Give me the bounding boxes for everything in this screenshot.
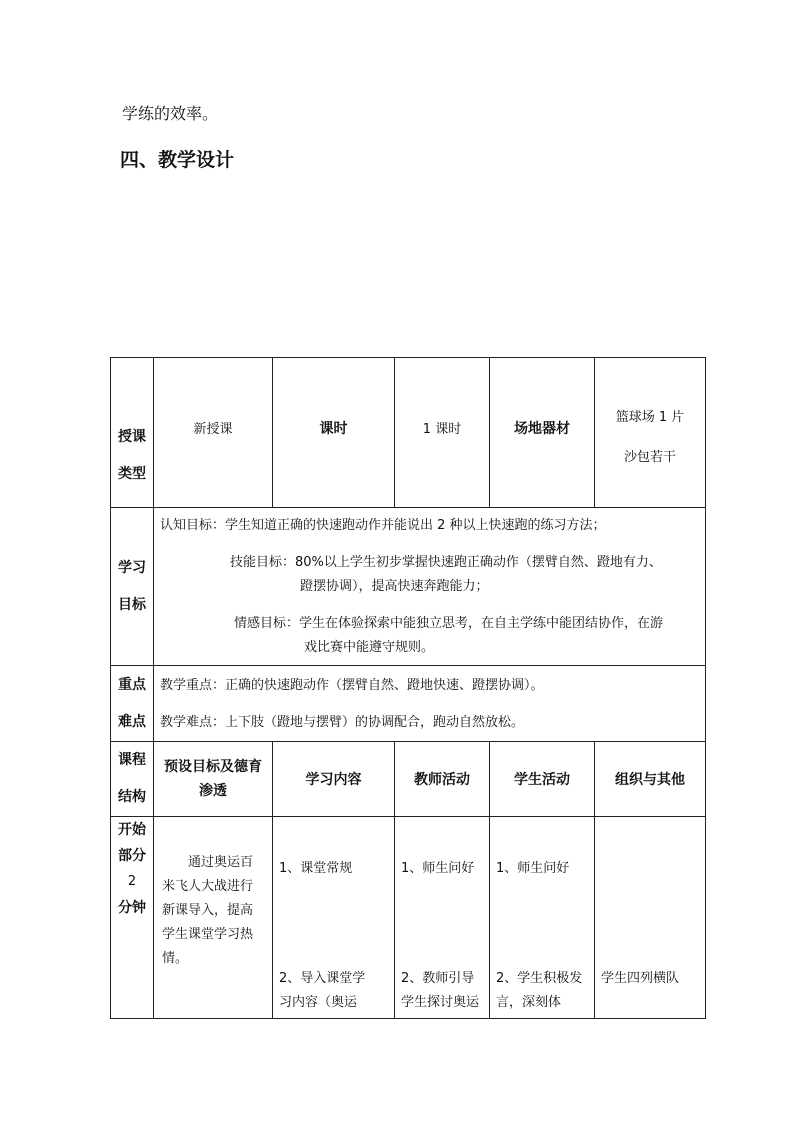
- opening-goal-content: 通过奥运百 米飞人大战进行 新课导入，提高 学生课堂学习热 情。: [154, 817, 273, 1019]
- intro-tail-text: 学练的效率。: [122, 104, 219, 123]
- opening-part-label: 开始 部分 2 分钟: [111, 817, 154, 1019]
- cognitive-goal: 认知目标：学生知道正确的快速跑动作并能说出 2 种以上快速跑的练习方法；: [160, 518, 606, 533]
- course-type-value: 新授课: [154, 358, 273, 508]
- lesson-plan-table: [110, 357, 706, 1019]
- opening-student-activity: 1、师生问好 2、学生积极发 言，深刻体: [490, 817, 595, 1019]
- hours-value: 1 课时: [395, 358, 490, 508]
- venue-value: [595, 358, 706, 508]
- key-difficulty-content: [154, 666, 706, 742]
- key-difficulty-label: 重点 难点: [111, 666, 154, 742]
- header-student-activity: 学生活动: [490, 742, 595, 817]
- header-goal-moral: 预设目标及德育 渗透: [154, 742, 273, 817]
- learning-goals-content: [154, 508, 706, 666]
- row-learning-goals: [111, 508, 706, 666]
- structure-label: 课程 结构: [111, 742, 154, 817]
- opening-learning-content: 1、课堂常规 2、导入课堂学 习内容（奥运: [273, 817, 395, 1019]
- learning-goals-label: 学习 目标: [111, 508, 154, 666]
- course-type-label: 授课 类型: [111, 358, 154, 508]
- affective-goal: 情感目标：学生在体验探索中能独立思考，在自主学练中能团结协作，在游 戏比赛中能遵守规则。: [234, 616, 664, 655]
- header-organization: 组织与其他: [595, 742, 706, 817]
- key-point-text: 教学重点：正确的快速跑动作（摆臂自然、蹬地快速、蹬摆协调）。: [160, 677, 544, 693]
- opening-organization: 学生四列横队: [595, 817, 706, 1019]
- hours-label: 课时: [273, 358, 395, 508]
- row-opening-part: [111, 817, 706, 1019]
- row-key-difficulty: [111, 666, 706, 742]
- venue-label: 场地器材: [490, 358, 595, 508]
- header-teacher-activity: 教师活动: [395, 742, 490, 817]
- row-course-type: [111, 358, 706, 508]
- venue-line-2: 沙包若干: [623, 450, 676, 465]
- section-heading: 四、教学设计: [120, 149, 235, 171]
- difficulty-text: 教学难点：上下肢（蹬地与摆臂）的协调配合，跑动自然放松。: [160, 714, 525, 730]
- skill-goal: 技能目标：80%以上学生初步掌握快速跑正确动作（摆臂自然、蹬地有力、 蹬摆协调），提高快速奔跑能力；: [230, 555, 662, 594]
- row-structure-header: [111, 742, 706, 817]
- opening-teacher-activity: 1、师生问好 2、教师引导 学生探讨奥运: [395, 817, 490, 1019]
- venue-line-1: 篮球场 1 片: [615, 410, 685, 425]
- header-learning-content: 学习内容: [273, 742, 395, 817]
